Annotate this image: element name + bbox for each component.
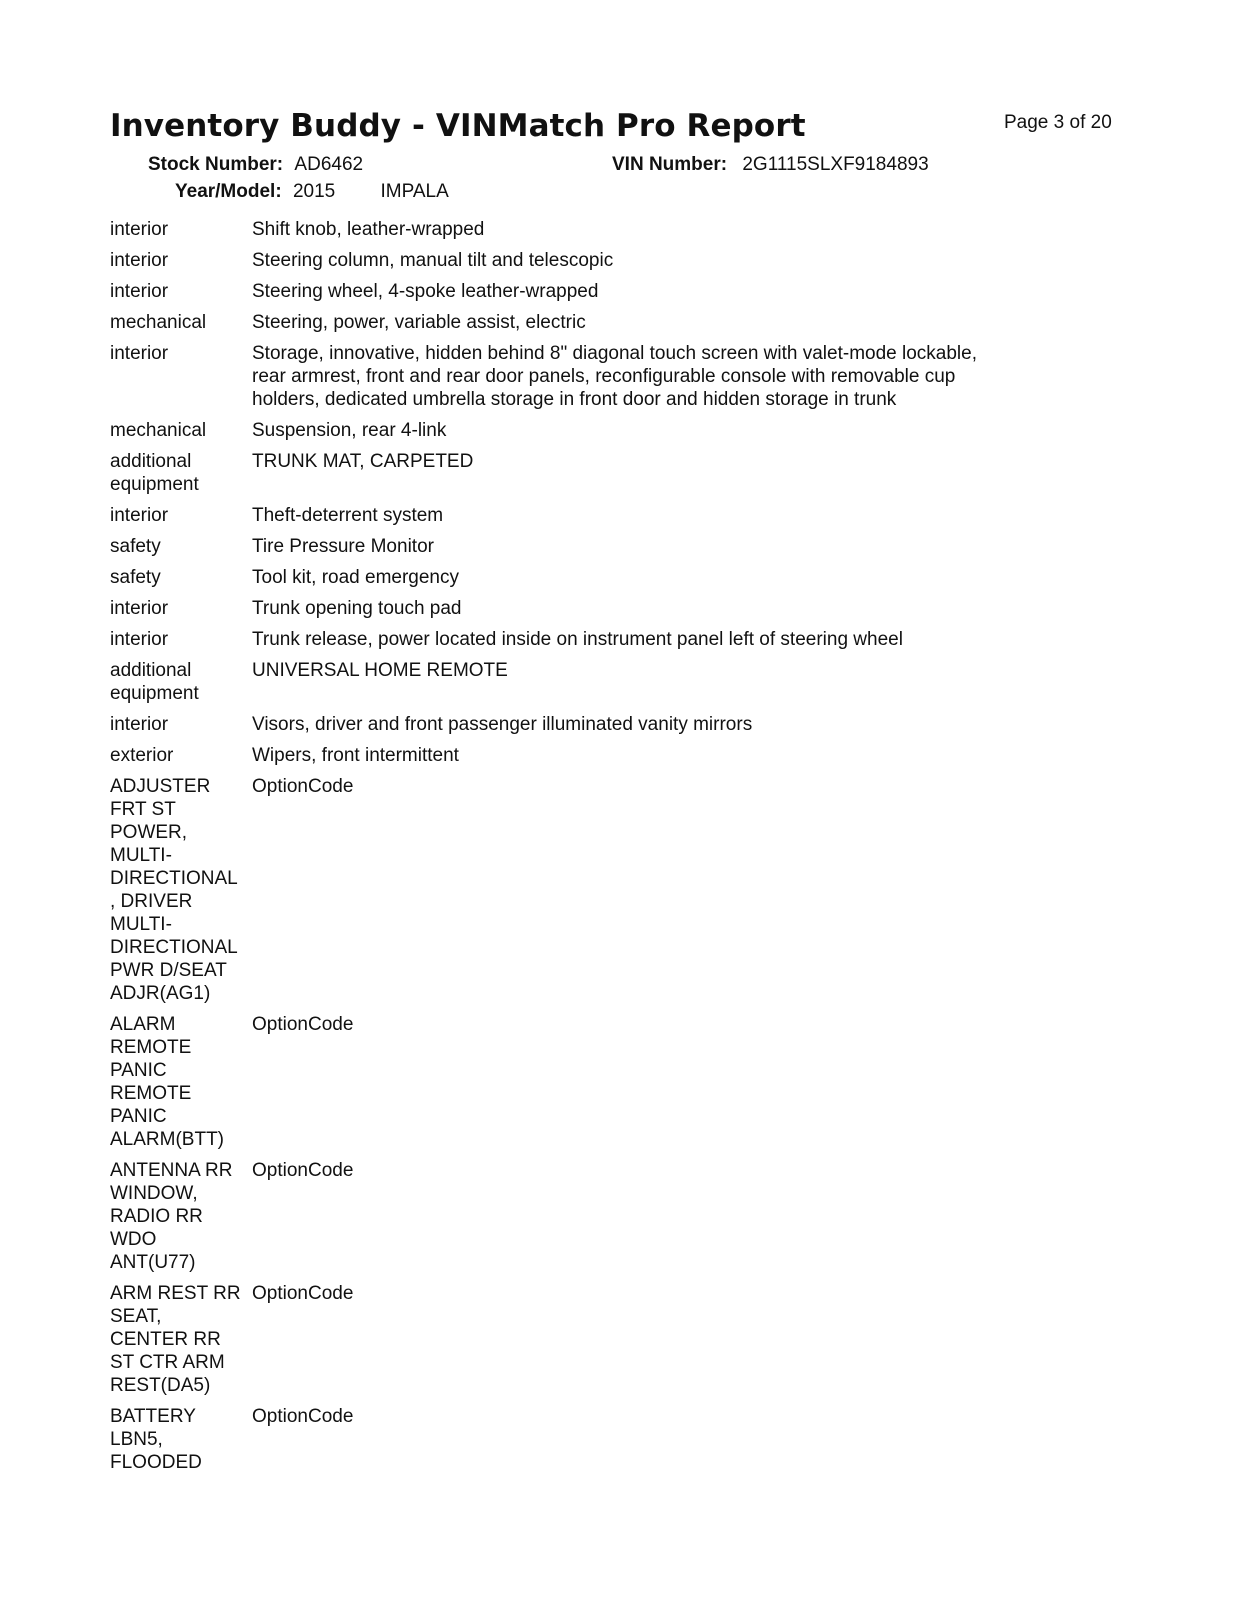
list-item [110, 311, 1110, 334]
item-category: interior [110, 281, 169, 302]
item-category: interior [110, 250, 169, 271]
year-model-label: Year/Model: [175, 181, 282, 202]
year-model-line [175, 181, 449, 203]
item-description: OptionCode [252, 1160, 354, 1181]
item-category: interior [110, 505, 169, 526]
item-category: safety [110, 536, 161, 557]
item-category: interior [110, 629, 169, 650]
item-description: OptionCode [252, 1283, 354, 1304]
stock-number-value: AD6462 [294, 154, 364, 175]
list-item [110, 1159, 1110, 1274]
item-category: exterior [110, 745, 174, 766]
vin-number-line [612, 154, 929, 176]
item-description: OptionCode [252, 1406, 354, 1427]
stock-number-line [148, 154, 363, 176]
item-description: Steering, power, variable assist, electric [252, 312, 586, 333]
item-description: Tool kit, road emergency [252, 567, 459, 588]
list-item [110, 597, 1110, 620]
item-description: Suspension, rear 4-link [252, 420, 447, 441]
item-description: Wipers, front intermittent [252, 745, 459, 766]
item-category: additional equipment [110, 451, 199, 495]
item-description: Trunk release, power located inside on instrument panel left of steering wheel [252, 629, 903, 650]
list-item [110, 1405, 1110, 1474]
item-category: additional equipment [110, 660, 199, 704]
item-description: UNIVERSAL HOME REMOTE [252, 660, 508, 681]
item-category: ANTENNA RR WINDOW, RADIO RR WDO ANT(U77) [110, 1160, 233, 1273]
item-description: Visors, driver and front passenger illuminated vanity mirrors [252, 714, 753, 735]
year-value: 2015 [292, 181, 336, 202]
page-indicator: Page 3 of 20 [1004, 112, 1112, 133]
item-category: interior [110, 219, 169, 240]
item-description: Steering column, manual tilt and telescopic [252, 250, 614, 271]
stock-number-label: Stock Number: [148, 154, 284, 175]
list-item [110, 659, 1110, 705]
report-title: Inventory Buddy - VINMatch Pro Report [110, 108, 806, 144]
list-item [110, 713, 1110, 736]
equipment-list [110, 218, 1110, 1482]
list-item [110, 744, 1110, 767]
list-item [110, 504, 1110, 527]
item-category: ARM REST RR SEAT, CENTER RR ST CTR ARM REST(DA5) [110, 1283, 241, 1396]
list-item [110, 566, 1110, 589]
item-category: interior [110, 598, 169, 619]
vin-number-label: VIN Number: [612, 154, 728, 175]
item-category: interior [110, 714, 169, 735]
item-category: safety [110, 567, 161, 588]
model-value: IMPALA [380, 181, 449, 202]
list-item [110, 218, 1110, 241]
list-item [110, 775, 1110, 1005]
item-description: Tire Pressure Monitor [252, 536, 434, 557]
list-item [110, 450, 1110, 496]
item-description: TRUNK MAT, CARPETED [252, 451, 474, 472]
item-description: OptionCode [252, 776, 354, 797]
list-item [110, 1282, 1110, 1397]
item-category: mechanical [110, 312, 207, 333]
list-item [110, 419, 1110, 442]
vin-number-value: 2G1115SLXF9184893 [742, 154, 929, 175]
item-description: OptionCode [252, 1014, 354, 1035]
list-item [110, 628, 1110, 651]
list-item [110, 280, 1110, 303]
list-item [110, 1013, 1110, 1151]
item-description: Theft-deterrent system [252, 505, 444, 526]
item-description: Storage, innovative, hidden behind 8" diagonal touch screen with valet-mode lockable, rear armrest, front and rear door panels, reconfigurable console with removable cup holders, dedicated umbrella storage in front door and hidden storage in trunk [252, 343, 977, 410]
item-category: ADJUSTER FRT ST POWER, MULTI- DIRECTIONAL , DRIVER MULTI- DIRECTIONAL PWR D/SEAT ADJR(AG1) [110, 776, 238, 1004]
list-item [110, 249, 1110, 272]
item-category: BATTERY LBN5, FLOODED [110, 1406, 202, 1473]
item-description: Trunk opening touch pad [252, 598, 462, 619]
list-item [110, 535, 1110, 558]
item-category: interior [110, 343, 169, 364]
item-description: Steering wheel, 4-spoke leather-wrapped [252, 281, 599, 302]
item-description: Shift knob, leather-wrapped [252, 219, 485, 240]
item-category: mechanical [110, 420, 207, 441]
list-item [110, 342, 1110, 411]
item-category: ALARM REMOTE PANIC REMOTE PANIC ALARM(BTT) [110, 1014, 224, 1150]
